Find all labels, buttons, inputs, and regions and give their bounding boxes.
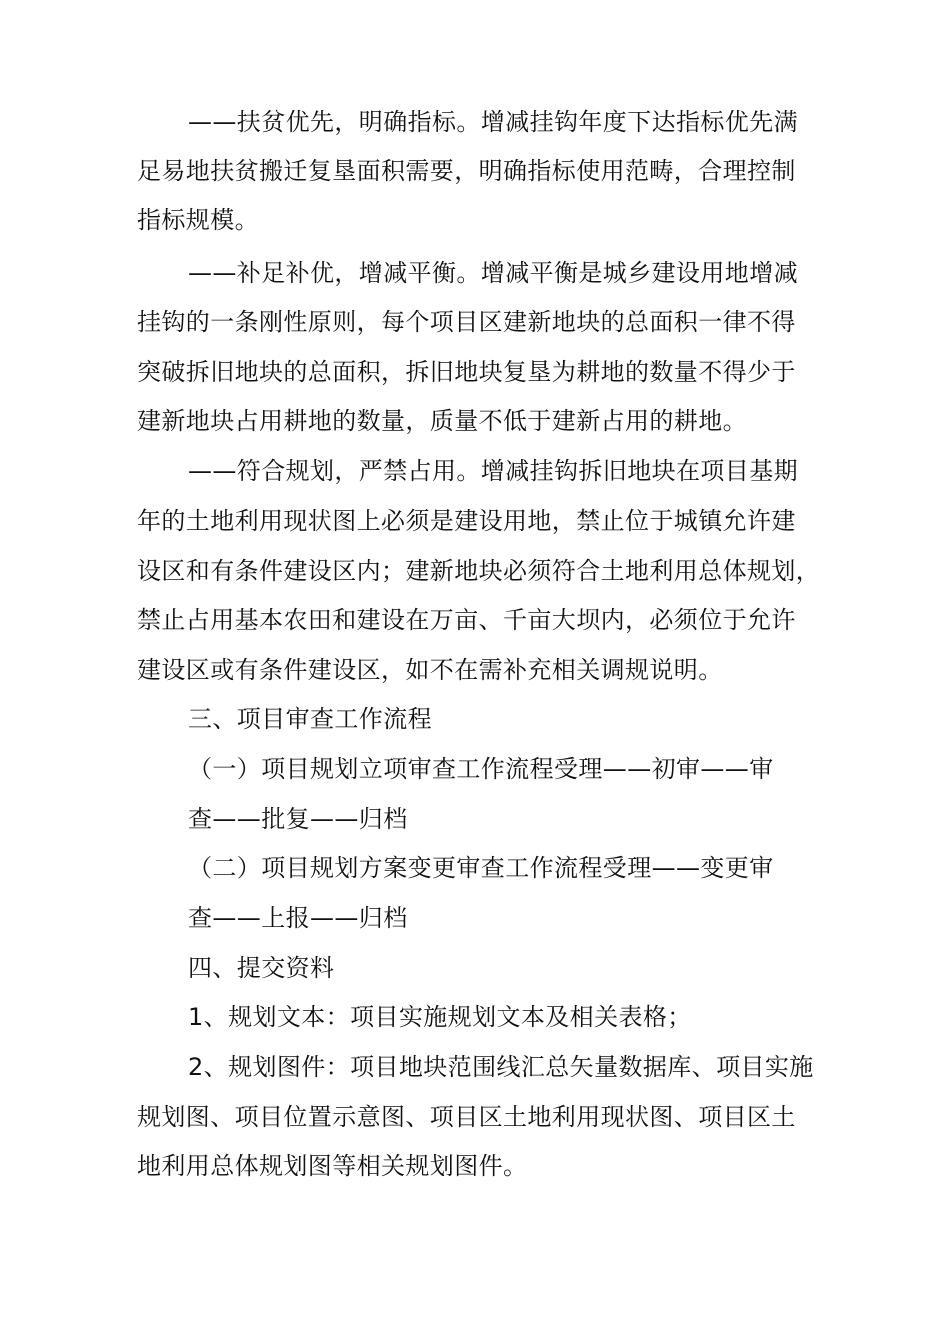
list-item-line: 查——批复——归档	[188, 805, 408, 833]
section-heading: 三、项目审查工作流程	[188, 705, 432, 733]
paragraph-line: 指标规模。	[137, 206, 259, 234]
paragraph-line: ——补足补优，增减平衡。增减平衡是城乡建设用地增减	[188, 259, 798, 287]
list-item-line: （一）项目规划立项审查工作流程受理——初审——审	[188, 755, 774, 783]
list-item-line: 2、规划图件：项目地块范围线汇总矢量数据库、项目实施	[188, 1053, 814, 1081]
list-item-line: 查——上报——归档	[188, 904, 408, 932]
paragraph-line: 建新地块占用耕地的数量，质量不低于建新占用的耕地。	[137, 407, 747, 435]
paragraph-line: 建设区或有条件建设区，如不在需补充相关调规说明。	[137, 656, 723, 684]
paragraph-line: 足易地扶贫搬迁复垦面积需要，明确指标使用范畴，合理控制	[137, 157, 796, 185]
list-item-line: 1、规划文本：项目实施规划文本及相关表格；	[188, 1003, 692, 1031]
paragraph-line: ——扶贫优先，明确指标。增减挂钩年度下达指标优先满	[188, 108, 798, 136]
paragraph-line: 年的土地利用现状图上必须是建设用地，禁止位于城镇允许建	[137, 507, 796, 535]
paragraph-line: ——符合规划，严禁占用。增减挂钩拆旧地块在项目基期	[188, 457, 798, 485]
section-heading: 四、提交资料	[188, 954, 335, 982]
list-item-line: 规划图、项目位置示意图、项目区土地利用现状图、项目区土	[137, 1103, 796, 1131]
paragraph-line: 突破拆旧地块的总面积，拆旧地块复垦为耕地的数量不得少于	[137, 358, 796, 386]
paragraph-line: 设区和有条件建设区内；建新地块必须符合土地利用总体规划，	[137, 557, 821, 585]
paragraph-line: 禁止占用基本农田和建设在万亩、千亩大坝内，必须位于允许	[137, 606, 796, 634]
list-item-line: 地利用总体规划图等相关规划图件。	[137, 1152, 528, 1180]
list-item-line: （二）项目规划方案变更审查工作流程受理——变更审	[188, 854, 774, 882]
paragraph-line: 挂钩的一条刚性原则，每个项目区建新地块的总面积一律不得	[137, 308, 796, 336]
